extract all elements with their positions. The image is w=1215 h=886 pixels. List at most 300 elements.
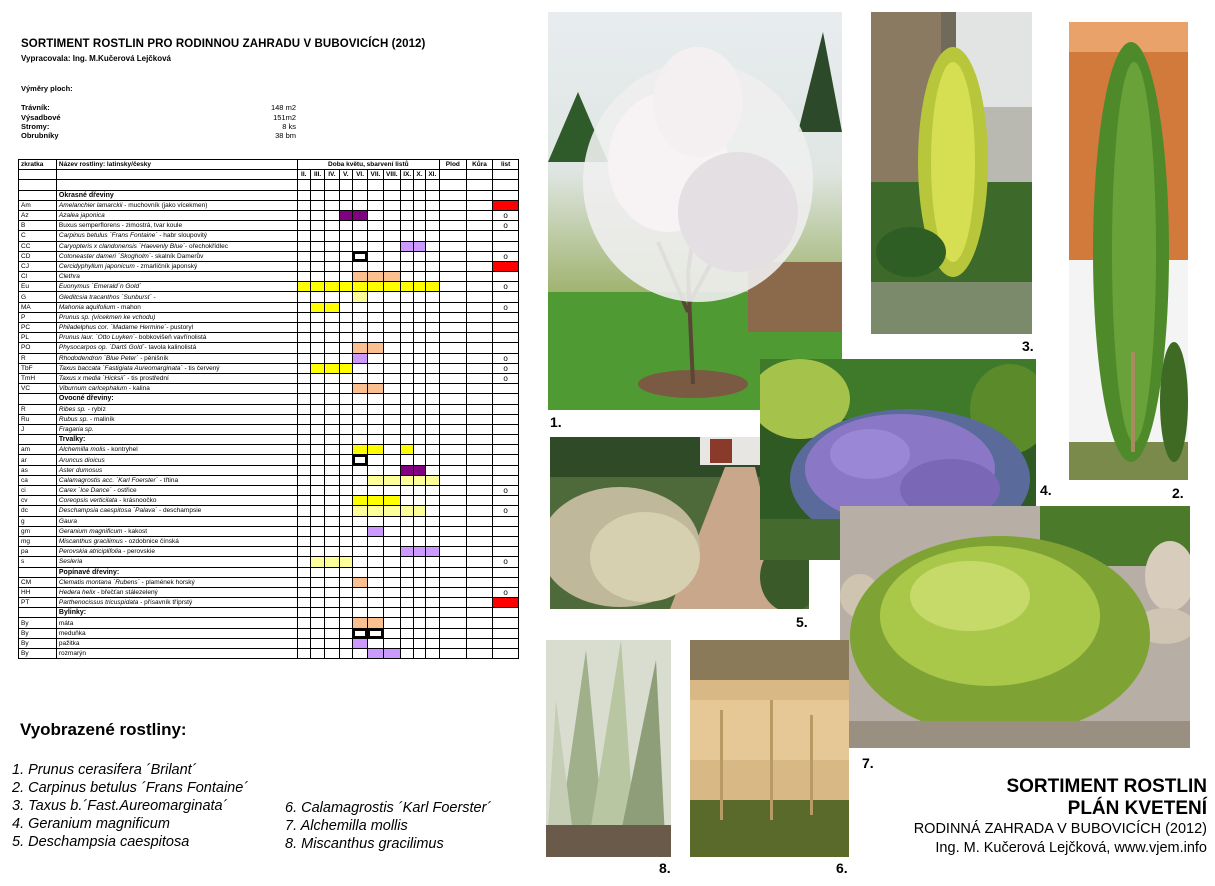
bloom-cell [325, 526, 339, 536]
bloom-cell [425, 210, 439, 220]
bloom-cell [339, 628, 352, 638]
table-cell [56, 180, 297, 190]
bloom-cell [352, 638, 367, 648]
plant-latin-name: Aster dumosus [58, 466, 103, 474]
bark-cell [466, 496, 493, 506]
bloom-cell [414, 536, 425, 546]
bloom-cell [352, 241, 367, 251]
bloom-cell [414, 547, 425, 557]
bloom-cell [339, 231, 352, 241]
bloom-cell [325, 323, 339, 333]
leaf-cell [493, 323, 519, 333]
leaf-cell [493, 241, 519, 251]
plant-name [56, 414, 297, 424]
fruit-cell [440, 343, 467, 353]
bloom-cell [325, 312, 339, 322]
table-cell [425, 567, 439, 577]
bloom-cell [339, 536, 352, 546]
leaf-cell [493, 475, 519, 485]
bloom-cell [325, 496, 339, 506]
plant-latin-name: Perovskia atriciplifolia [58, 548, 122, 556]
bloom-cell [297, 282, 310, 292]
bloom-cell [297, 465, 310, 475]
fruit-cell [440, 465, 467, 475]
plant-abbr: cv [19, 496, 57, 506]
bloom-cell [401, 343, 414, 353]
plant-name [56, 373, 297, 383]
table-row [19, 282, 519, 292]
bloom-cell [352, 577, 367, 587]
table-cell [401, 608, 414, 618]
bloom-cell [297, 577, 310, 587]
table-cell [414, 180, 425, 190]
plant-latin-name: Cercidyphyllum japonicum [58, 262, 135, 270]
bloom-cell [401, 598, 414, 608]
plant-abbr: PT [19, 598, 57, 608]
header-blank [466, 170, 493, 180]
bloom-cell [401, 577, 414, 587]
plant-abbr: PC [19, 323, 57, 333]
area-row [21, 131, 296, 141]
bloom-cell [368, 496, 383, 506]
bloom-cell [339, 251, 352, 261]
plant-abbr: G [19, 292, 57, 302]
table-cell [352, 190, 367, 200]
plant-czech-name: - pustoryl [166, 324, 194, 332]
table-cell [352, 608, 367, 618]
bloom-cell [425, 557, 439, 567]
bloom-cell [368, 261, 383, 271]
table-row [19, 272, 519, 282]
bloom-cell [414, 465, 425, 475]
table-cell [383, 180, 400, 190]
plant-name [56, 272, 297, 282]
fruit-cell [440, 414, 467, 424]
leaf-cell: o [493, 506, 519, 516]
fruit-cell [440, 516, 467, 526]
bloom-cell [297, 251, 310, 261]
bloom-cell [425, 465, 439, 475]
bloom-cell [339, 506, 352, 516]
bloom-cell [383, 649, 400, 659]
plant-name [56, 445, 297, 455]
bloom-cell [414, 282, 425, 292]
bloom-cell [297, 363, 310, 373]
table-cell [493, 435, 519, 445]
bloom-cell [310, 516, 324, 526]
section-title: Bylinky: [56, 608, 297, 618]
table-row [19, 628, 519, 638]
bloom-cell [425, 251, 439, 261]
bloom-cell [297, 526, 310, 536]
fruit-cell [440, 547, 467, 557]
plant-czech-name: - přísavník tříprstý [138, 599, 193, 607]
leaf-cell [493, 618, 519, 628]
bloom-cell [339, 353, 352, 363]
bloom-cell [425, 577, 439, 587]
caption-item: 6. Calamagrostis ´Karl Foerster´ [285, 800, 492, 816]
photo-miscanthus-image [546, 640, 671, 857]
plant-name [56, 302, 297, 312]
plant-latin-name: Gaura [58, 517, 77, 525]
bloom-cell [368, 404, 383, 414]
bloom-cell [383, 363, 400, 373]
bloom-cell [297, 292, 310, 302]
bloom-cell [352, 424, 367, 434]
bloom-cell [414, 241, 425, 251]
table-cell [425, 394, 439, 404]
bloom-cell [401, 312, 414, 322]
bloom-cell [297, 598, 310, 608]
bloom-cell [383, 475, 400, 485]
bloom-cell [352, 618, 367, 628]
table-cell [310, 435, 324, 445]
bloom-cell [339, 424, 352, 434]
plant-czech-name: - deschampsie [157, 507, 202, 515]
fruit-cell [440, 628, 467, 638]
bark-cell [466, 200, 493, 210]
photo-carpinus [1069, 22, 1188, 480]
bloom-cell [310, 455, 324, 465]
bloom-cell [425, 323, 439, 333]
bloom-cell [352, 221, 367, 231]
bloom-cell [401, 516, 414, 526]
bloom-cell [310, 292, 324, 302]
bloom-cell [297, 424, 310, 434]
bloom-cell [425, 343, 439, 353]
plant-name [56, 465, 297, 475]
plant-abbr: gm [19, 526, 57, 536]
plant-latin-name: Euonymus ´Emerald´n Gold´ [58, 283, 142, 291]
bloom-cell [368, 323, 383, 333]
table-row [19, 587, 519, 597]
bloom-cell [339, 526, 352, 536]
bloom-cell [425, 547, 439, 557]
fruit-cell [440, 587, 467, 597]
bloom-cell [383, 424, 400, 434]
header-blank [493, 170, 519, 180]
bloom-cell [383, 638, 400, 648]
plant-name [56, 649, 297, 659]
plant-abbr: s [19, 557, 57, 567]
bloom-cell [414, 475, 425, 485]
plant-latin-name: Taxus x media ´Hicksii´ [58, 375, 126, 383]
bloom-cell [352, 557, 367, 567]
bloom-cell [325, 404, 339, 414]
bloom-cell [414, 414, 425, 424]
leaf-cell [493, 261, 519, 271]
plant-czech-name: - pěnišník [138, 354, 169, 362]
bloom-cell [414, 506, 425, 516]
bloom-cell [297, 649, 310, 659]
bloom-cell [352, 363, 367, 373]
bloom-cell [310, 424, 324, 434]
bloom-cell [368, 241, 383, 251]
bloom-cell [352, 475, 367, 485]
bloom-cell [368, 292, 383, 302]
bloom-cell [383, 465, 400, 475]
bloom-cell [401, 414, 414, 424]
leaf-cell [493, 598, 519, 608]
fruit-cell [440, 302, 467, 312]
bloom-cell [401, 404, 414, 414]
plant-abbr: Ru [19, 414, 57, 424]
plant-abbr: B [19, 221, 57, 231]
bloom-cell [383, 241, 400, 251]
plant-latin-name: Hedera helix [58, 588, 96, 596]
bloom-cell [297, 343, 310, 353]
bloom-cell [383, 526, 400, 536]
bloom-cell [425, 649, 439, 659]
plant-latin-name: Miscanthus gracilimus [58, 538, 123, 546]
photo-number: 5. [796, 614, 808, 630]
bark-cell [466, 292, 493, 302]
plant-latin-name: Amelanchier lamarckii [58, 201, 123, 209]
plant-abbr: Am [19, 200, 57, 210]
bloom-cell [425, 598, 439, 608]
photo-number: 4. [1040, 482, 1052, 498]
bloom-cell [368, 455, 383, 465]
bloom-cell [368, 649, 383, 659]
header-blank [19, 170, 57, 180]
bloom-cell [352, 516, 367, 526]
bloom-cell [414, 221, 425, 231]
plant-abbr: J [19, 424, 57, 434]
plant-czech-name: - skalník Damerův [151, 252, 204, 260]
bloom-cell [368, 475, 383, 485]
bloom-cell [310, 587, 324, 597]
bloom-cell [310, 363, 324, 373]
bloom-cell [310, 272, 324, 282]
bloom-cell [325, 557, 339, 567]
table-cell [440, 180, 467, 190]
plant-name [56, 292, 297, 302]
bloom-cell [383, 547, 400, 557]
plant-abbr: g [19, 516, 57, 526]
table-cell [440, 435, 467, 445]
bloom-cell [325, 261, 339, 271]
bark-cell [466, 343, 493, 353]
plant-czech-name: - tis červený [182, 364, 220, 372]
table-cell [383, 567, 400, 577]
bloom-cell [425, 231, 439, 241]
bloom-cell [339, 557, 352, 567]
table-cell [325, 608, 339, 618]
footer-line-2: PLÁN KVETENÍ [1067, 798, 1207, 819]
table-row [19, 384, 519, 394]
bloom-cell [339, 323, 352, 333]
plant-name [56, 261, 297, 271]
bloom-cell [425, 302, 439, 312]
bloom-cell [325, 547, 339, 557]
bloom-cell [325, 210, 339, 220]
plant-czech-name: meduňka [58, 629, 86, 637]
table-cell [466, 567, 493, 577]
bloom-cell [352, 210, 367, 220]
bark-cell [466, 455, 493, 465]
bloom-cell [310, 547, 324, 557]
table-section-row [19, 608, 519, 618]
table-row [19, 638, 519, 648]
bloom-cell [368, 587, 383, 597]
bloom-cell [297, 221, 310, 231]
bloom-cell [368, 251, 383, 261]
plant-abbr: By [19, 628, 57, 638]
bloom-cell [297, 200, 310, 210]
bloom-cell [425, 516, 439, 526]
bloom-cell [339, 404, 352, 414]
bloom-cell [414, 577, 425, 587]
table-row [19, 251, 519, 261]
plant-latin-name: Deschampsia caespitosa ´Palava´ [58, 507, 158, 515]
bark-cell [466, 221, 493, 231]
table-cell [440, 608, 467, 618]
bloom-cell [310, 618, 324, 628]
table-cell [325, 394, 339, 404]
table-row [19, 302, 519, 312]
bloom-cell [352, 526, 367, 536]
bloom-cell [352, 465, 367, 475]
fruit-cell [440, 577, 467, 587]
table-cell [19, 394, 57, 404]
plant-abbr: By [19, 649, 57, 659]
plant-latin-name: Alchemilla molis [58, 446, 106, 454]
table-cell [425, 190, 439, 200]
bloom-cell [425, 363, 439, 373]
bloom-cell [383, 384, 400, 394]
bloom-cell [383, 333, 400, 343]
bloom-cell [383, 312, 400, 322]
table-cell [297, 190, 310, 200]
bloom-cell [425, 292, 439, 302]
fruit-cell [440, 486, 467, 496]
bloom-cell [297, 445, 310, 455]
bloom-cell [325, 302, 339, 312]
bloom-cell [297, 384, 310, 394]
plant-name [56, 384, 297, 394]
photo-number: 3. [1022, 338, 1034, 354]
bark-cell [466, 323, 493, 333]
bloom-cell [297, 516, 310, 526]
plant-name [56, 496, 297, 506]
table-row [19, 516, 519, 526]
table-cell [325, 190, 339, 200]
plant-name [56, 241, 297, 251]
bloom-cell [310, 598, 324, 608]
bloom-cell [368, 547, 383, 557]
bloom-cell [401, 424, 414, 434]
bloom-cell [325, 424, 339, 434]
bark-cell [466, 536, 493, 546]
bloom-cell [383, 373, 400, 383]
bloom-cell [401, 638, 414, 648]
bloom-cell [414, 343, 425, 353]
month-header: II. [297, 170, 310, 180]
bloom-cell [352, 333, 367, 343]
plant-latin-name: Ribes sp. [58, 405, 86, 413]
bark-cell [466, 506, 493, 516]
table-cell [339, 435, 352, 445]
table-cell [414, 567, 425, 577]
table-cell [493, 394, 519, 404]
table-row [19, 323, 519, 333]
table-row [19, 536, 519, 546]
bloom-cell [401, 251, 414, 261]
bloom-cell [401, 618, 414, 628]
bloom-cell [325, 272, 339, 282]
table-cell [325, 435, 339, 445]
plant-czech-name: pažitka [58, 639, 80, 647]
bloom-cell [383, 618, 400, 628]
table-cell [368, 394, 383, 404]
fruit-cell [440, 323, 467, 333]
bloom-cell [401, 475, 414, 485]
table-row [19, 353, 519, 363]
plant-latin-name: Clethra [58, 273, 80, 281]
fruit-cell [440, 404, 467, 414]
bloom-cell [325, 221, 339, 231]
table-cell [401, 180, 414, 190]
bloom-cell [339, 272, 352, 282]
fruit-cell [440, 598, 467, 608]
bloom-cell [401, 261, 414, 271]
footer-title-block [914, 776, 1207, 858]
table-row [19, 557, 519, 567]
bloom-cell [383, 251, 400, 261]
plant-name [56, 486, 297, 496]
bark-cell [466, 272, 493, 282]
plant-name [56, 424, 297, 434]
plant-czech-name: - kakost [122, 527, 148, 535]
bloom-cell [414, 557, 425, 567]
bloom-cell [414, 292, 425, 302]
plant-abbr: TmH [19, 373, 57, 383]
fruit-cell [440, 241, 467, 251]
fruit-cell [440, 272, 467, 282]
bloom-cell [352, 272, 367, 282]
plant-czech-name: - bobkovišeň vavřínolistá [134, 334, 207, 342]
bloom-cell [310, 465, 324, 475]
table-row [19, 312, 519, 322]
plant-abbr: PO [19, 343, 57, 353]
leaf-cell [493, 384, 519, 394]
table-cell [414, 394, 425, 404]
plant-czech-name: - ostřice [111, 487, 137, 495]
table-section-row [19, 190, 519, 200]
bloom-cell [368, 516, 383, 526]
table-row [19, 475, 519, 485]
table-row [19, 486, 519, 496]
plant-czech-name: - zmarličník japonský [134, 262, 198, 270]
table-cell [401, 435, 414, 445]
plant-latin-name: Calamagrostis acc. ´Karl Foerster´ [58, 476, 158, 484]
plant-abbr: TbF [19, 363, 57, 373]
bloom-cell [425, 475, 439, 485]
table-cell [310, 190, 324, 200]
bloom-cell [425, 312, 439, 322]
bark-cell [466, 414, 493, 424]
fruit-cell [440, 353, 467, 363]
plant-abbr: By [19, 638, 57, 648]
area-value: 8 ks [282, 122, 296, 131]
plant-name [56, 363, 297, 373]
plant-czech-name: rozmarýn [58, 650, 86, 658]
table-row [19, 465, 519, 475]
bloom-cell [425, 618, 439, 628]
leaf-cell [493, 455, 519, 465]
bloom-cell [297, 272, 310, 282]
table-cell [297, 435, 310, 445]
